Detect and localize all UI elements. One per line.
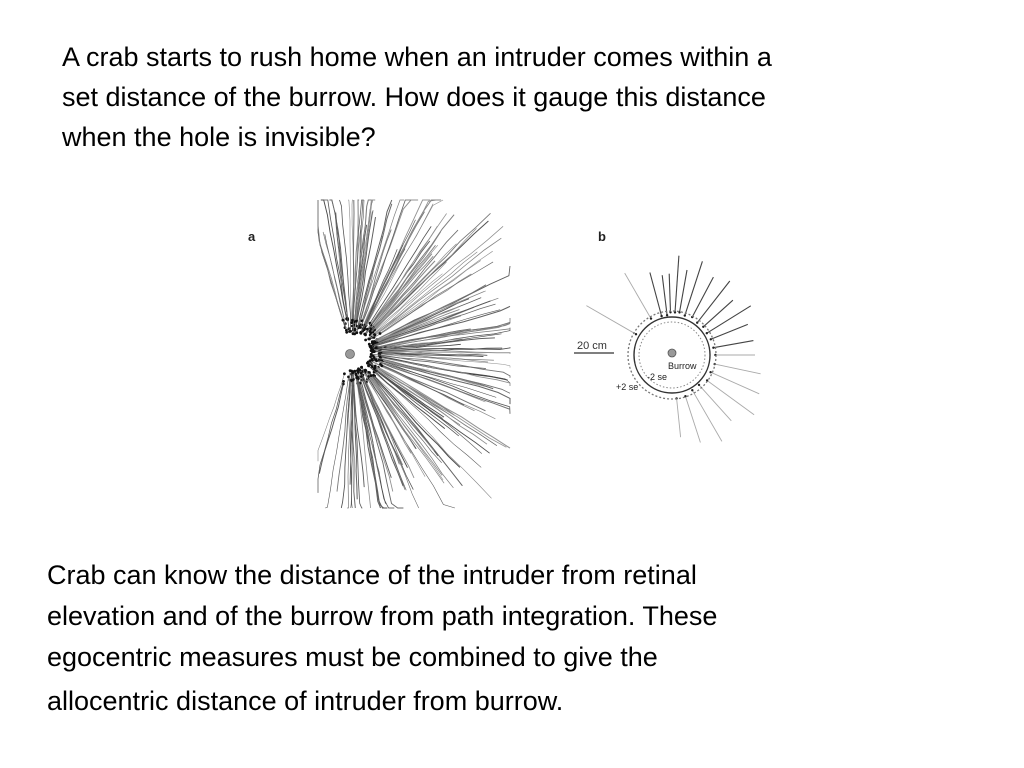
- start-dot: [372, 374, 375, 377]
- start-dot: [369, 345, 372, 348]
- start-dot: [355, 374, 358, 377]
- start-dot: [343, 372, 346, 375]
- start-dot: [379, 332, 382, 335]
- burrow-marker-a: [346, 350, 355, 359]
- start-dot: [367, 361, 370, 364]
- radial-line: [675, 256, 679, 313]
- start-dot: [367, 364, 370, 367]
- trajectory-line: [371, 310, 500, 347]
- start-dot: [380, 364, 383, 367]
- start-dot: [355, 320, 358, 323]
- radial-line: [669, 274, 670, 313]
- panel-b-letter: b: [598, 229, 606, 244]
- radial-start-dot: [709, 371, 711, 373]
- question-line: set distance of the burrow. How does it gauge this distance: [62, 82, 766, 112]
- start-dot: [360, 375, 363, 378]
- radial-line: [650, 273, 662, 317]
- radial-start-dot: [706, 332, 708, 334]
- start-dot: [369, 355, 372, 358]
- question-line: A crab starts to rush home when an intruder comes within a: [62, 42, 772, 72]
- start-dot: [369, 332, 372, 335]
- radial-start-dot: [698, 384, 700, 386]
- start-dot: [373, 356, 376, 359]
- start-dot: [342, 319, 345, 322]
- start-dot: [372, 340, 375, 343]
- radial-start-dot: [710, 338, 712, 340]
- start-dot: [342, 380, 345, 383]
- start-dot: [375, 359, 378, 362]
- start-dot: [364, 334, 367, 337]
- start-dot: [374, 334, 377, 337]
- trajectory-line: [318, 374, 344, 462]
- radial-start-dot: [684, 314, 686, 316]
- answer-line: allocentric distance of intruder from burrow.: [47, 686, 564, 716]
- start-dot: [355, 331, 358, 334]
- radial-start-dot: [635, 333, 637, 335]
- radial-line: [680, 270, 688, 312]
- radial-line: [685, 396, 700, 442]
- answer-line: elevation and of the burrow from path integration. These: [47, 601, 718, 631]
- start-dot: [364, 339, 367, 342]
- radial-line: [685, 261, 703, 315]
- start-dot: [350, 321, 353, 324]
- trajectory-line: [318, 381, 344, 493]
- trajectory-line: [379, 360, 510, 404]
- burrow-label: Burrow: [668, 361, 697, 371]
- radial-line: [662, 275, 667, 315]
- crab-trajectory-figure: [0, 190, 1024, 520]
- panel-a: [248, 200, 510, 508]
- start-dot: [374, 365, 377, 368]
- start-dot: [352, 332, 355, 335]
- answer-line: egocentric measures must be combined to give the: [47, 642, 658, 672]
- start-dot: [351, 379, 354, 382]
- start-dot: [351, 319, 354, 322]
- panel-b: [574, 229, 761, 443]
- radial-line: [699, 385, 731, 421]
- scale-bar-label: 20 cm: [577, 340, 607, 352]
- radial-start-dot: [660, 315, 662, 317]
- start-dot: [375, 346, 378, 349]
- start-dot: [351, 371, 354, 374]
- radial-line: [697, 281, 730, 323]
- start-dot: [359, 369, 362, 372]
- radial-line: [707, 306, 751, 333]
- outer-band-label: +2 se: [616, 382, 639, 392]
- radial-line: [715, 364, 761, 374]
- start-dot: [369, 327, 372, 330]
- trajectory-line: [319, 384, 343, 474]
- start-dot: [355, 376, 358, 379]
- radial-start-dot: [696, 322, 698, 324]
- trajectory-line: [368, 379, 455, 508]
- start-dot: [348, 330, 351, 333]
- radial-line: [713, 341, 753, 348]
- radial-line: [677, 398, 681, 437]
- start-dot: [364, 369, 367, 372]
- radial-line: [586, 306, 636, 335]
- start-dot: [360, 332, 363, 335]
- start-dot: [373, 350, 376, 353]
- panel-a-letter: a: [248, 229, 256, 244]
- start-dot: [360, 372, 363, 375]
- start-dot: [366, 328, 369, 331]
- radial-start-dot: [666, 314, 668, 316]
- start-dot: [354, 328, 357, 331]
- radial-start-dot: [702, 326, 704, 328]
- start-dot: [368, 338, 371, 341]
- radial-start-dot: [712, 347, 714, 349]
- radial-line: [703, 300, 733, 327]
- start-dot: [370, 353, 373, 356]
- radial-line: [707, 381, 754, 415]
- radial-start-dot: [691, 389, 693, 391]
- radial-line: [692, 390, 722, 441]
- radial-line: [625, 273, 651, 319]
- answer-line: Crab can know the distance of the intruder from retinal: [47, 560, 697, 590]
- start-dot: [357, 371, 360, 374]
- question-text: [62, 37, 1002, 157]
- start-dot: [349, 369, 352, 372]
- inner-band-label: -2 se: [647, 372, 668, 382]
- start-dot: [359, 326, 362, 329]
- start-dot: [360, 366, 363, 369]
- answer-text: [47, 555, 1007, 722]
- burrow-marker-b: [668, 349, 676, 357]
- start-dot: [345, 329, 348, 332]
- question-line: when the hole is invisible?: [62, 122, 376, 152]
- radial-line: [711, 372, 760, 394]
- radial-start-dot: [650, 317, 652, 319]
- start-dot: [370, 374, 373, 377]
